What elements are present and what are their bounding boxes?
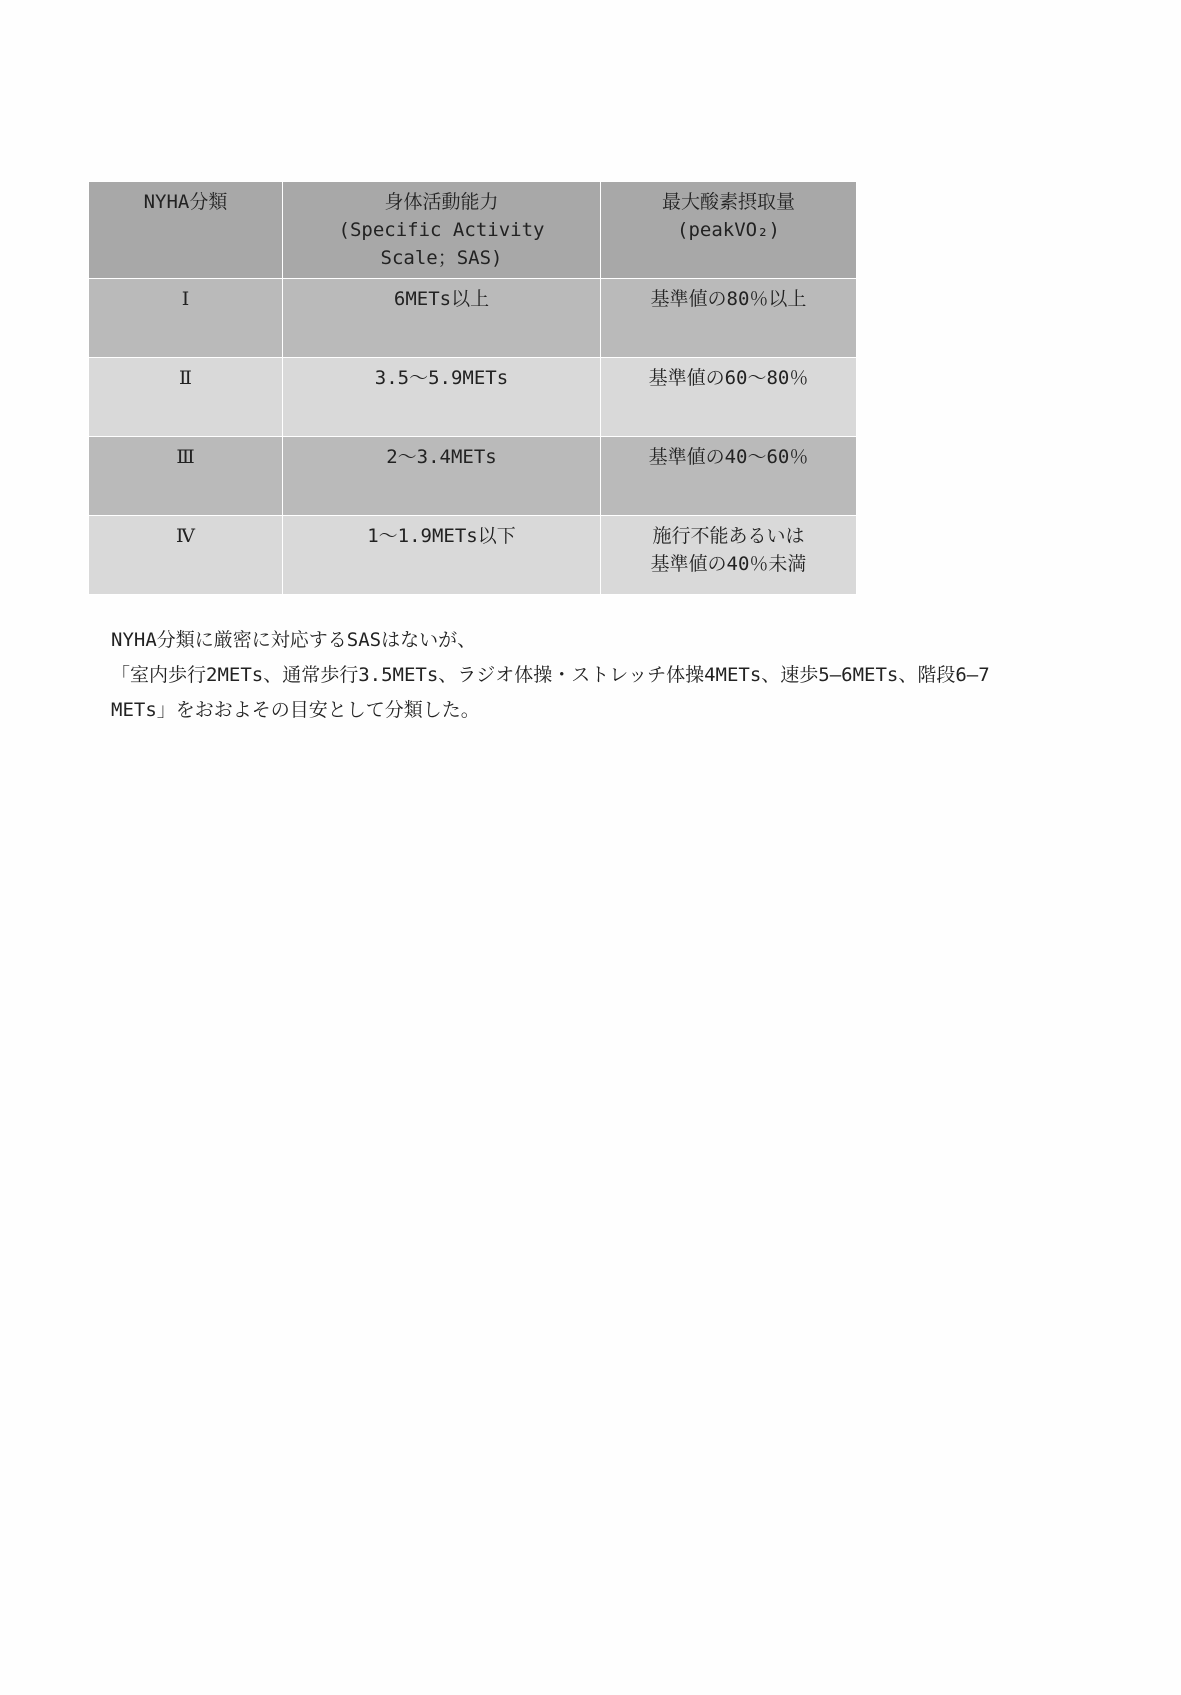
table-row: [89, 279, 857, 358]
cell-nyha-class: Ⅲ: [89, 437, 283, 516]
note-line: METs」をおおよその目安として分類した。: [111, 699, 480, 721]
table-header-row: [89, 182, 857, 279]
nyha-sas-table: [88, 181, 857, 595]
header-nyha-class: NYHA分類: [89, 182, 283, 279]
classification-note: [111, 623, 1111, 728]
note-line: 「室内歩行2METs、通常歩行3.5METs、ラジオ体操・ストレッチ体操4METs、速歩5―6METs、階段6―7: [111, 664, 990, 686]
table-row: [89, 358, 857, 437]
cell-sas: 3.5～5.9METs: [283, 358, 601, 437]
cell-peak-vo2: 基準値の60～80％: [601, 358, 857, 437]
cell-peak-vo2: 施行不能あるいは 基準値の40％未満: [601, 516, 857, 595]
table-row: [89, 516, 857, 595]
cell-nyha-class: Ⅱ: [89, 358, 283, 437]
cell-nyha-class: Ⅳ: [89, 516, 283, 595]
header-peak-vo2: 最大酸素摂取量 (peakVO₂): [601, 182, 857, 279]
nyha-sas-table-container: [88, 181, 856, 595]
table-row: [89, 437, 857, 516]
cell-sas: 6METs以上: [283, 279, 601, 358]
cell-nyha-class: Ⅰ: [89, 279, 283, 358]
cell-peak-vo2: 基準値の40～60％: [601, 437, 857, 516]
cell-sas: 1～1.9METs以下: [283, 516, 601, 595]
cell-peak-vo2: 基準値の80％以上: [601, 279, 857, 358]
cell-sas: 2～3.4METs: [283, 437, 601, 516]
header-physical-activity: 身体活動能力 (Specific Activity Scale；SAS): [283, 182, 601, 279]
note-line: NYHA分類に厳密に対応するSASはないが、: [111, 629, 477, 651]
